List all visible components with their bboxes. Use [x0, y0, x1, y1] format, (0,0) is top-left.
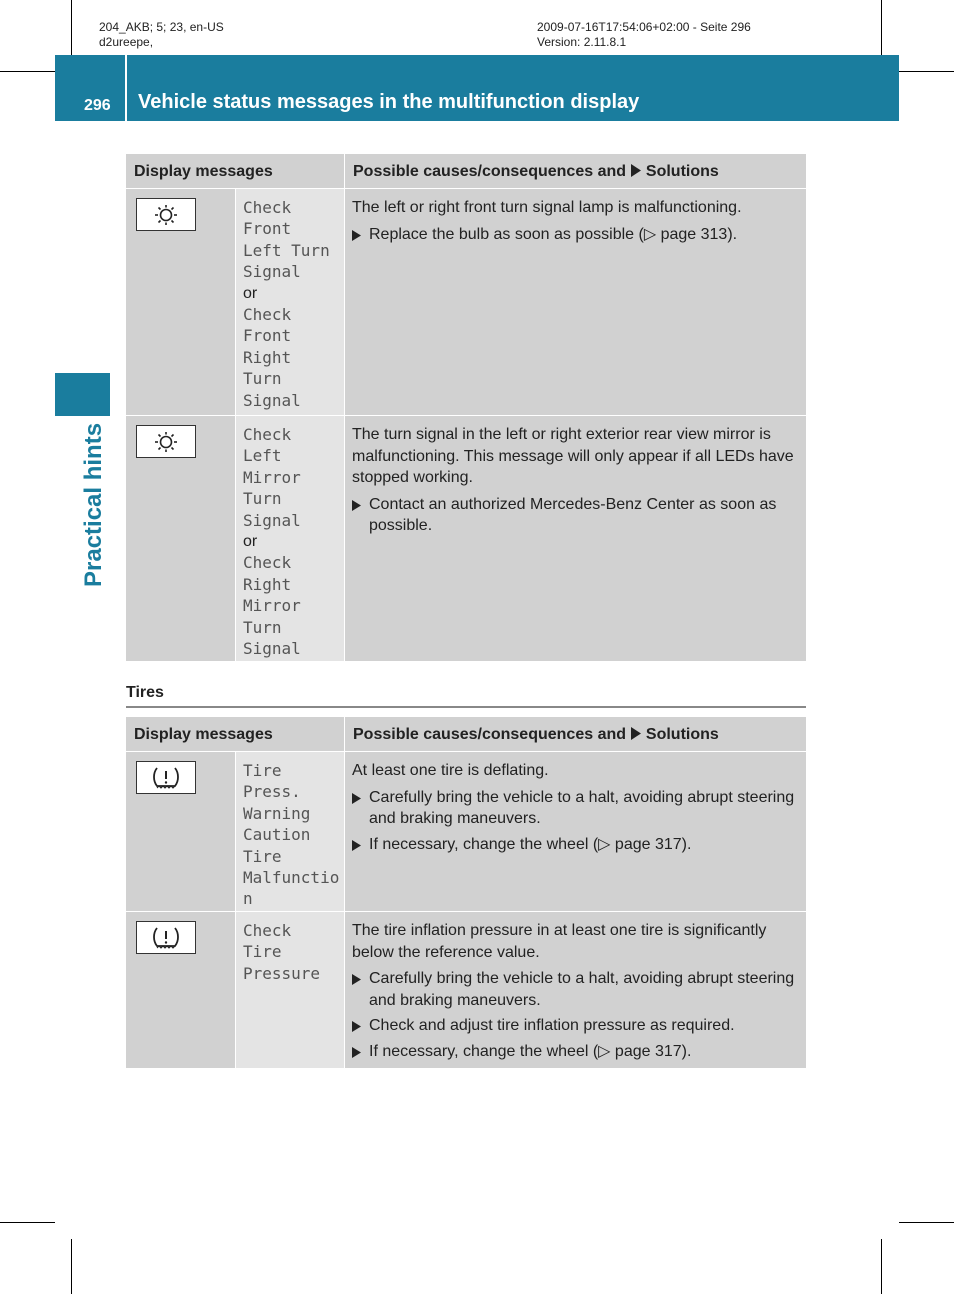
msg-line: Check	[243, 425, 292, 444]
msg-line: Caution	[243, 825, 311, 845]
messages-table-lights	[126, 154, 806, 662]
solution-cell	[345, 416, 806, 661]
solution-cell	[345, 189, 806, 415]
col-solutions-label: Solutions	[641, 163, 719, 180]
col-causes-label: Possible causes/consequences and	[353, 726, 631, 743]
solution-step	[352, 1015, 800, 1037]
section-rule	[126, 706, 806, 708]
col-causes-label: Possible causes/consequences and	[353, 163, 631, 180]
col-display-messages: Display messages	[126, 717, 345, 751]
meta-left-line2: d2ureepe,	[99, 35, 154, 49]
tire-pressure-warning-icon	[136, 921, 196, 954]
col-causes-solutions	[345, 717, 806, 751]
msg-line: Check	[243, 553, 292, 573]
solution-step	[352, 494, 800, 537]
crop-mark	[71, 1239, 72, 1294]
table-row	[126, 189, 806, 416]
crop-mark	[881, 1239, 882, 1294]
meta-right-line2: Version: 2.11.8.1	[537, 35, 627, 49]
print-meta-right	[537, 20, 751, 50]
msg-line: Tire	[243, 846, 282, 866]
msg-line: Front	[243, 326, 292, 346]
crop-mark	[0, 71, 55, 72]
icon-cell	[126, 189, 236, 415]
solution-step	[352, 968, 800, 1011]
msg-line: n	[243, 889, 253, 909]
solution-cell	[345, 752, 806, 911]
cause-text: At least one tire is deflating.	[352, 762, 549, 779]
cause-text: The turn signal in the left or right exterior rear view mirror is malfunctioning. This message will only appear if all LEDs have stopped working.	[352, 426, 794, 486]
messages-table-tires	[126, 717, 806, 1069]
msg-line: Right	[243, 574, 292, 594]
display-message-cell	[236, 752, 345, 911]
crop-mark	[899, 1222, 954, 1223]
arrow-right-icon	[352, 840, 361, 856]
section-title-tires: Tires	[126, 684, 164, 701]
arrow-right-icon	[352, 974, 361, 1011]
msg-line: Left Turn	[243, 240, 330, 260]
solution-text: Contact an authorized Mercedes-Benz Center as soon as possible.	[369, 495, 777, 534]
page-title: Vehicle status messages in the multifunction display	[138, 91, 640, 113]
crop-mark	[0, 1222, 55, 1223]
msg-line: Warning	[243, 803, 311, 823]
msg-line: Signal	[243, 390, 301, 410]
solution-text: If necessary, change the wheel (▷ page 317).	[369, 1042, 692, 1060]
display-message-cell	[236, 189, 345, 415]
side-tab-label: Practical hints	[80, 422, 107, 587]
msg-line: Pressure	[243, 963, 321, 983]
col-display-messages: Display messages	[126, 154, 345, 188]
col-causes-solutions	[345, 154, 806, 188]
solution-text: Carefully bring the vehicle to a halt, avoiding abrupt steering and braking maneuvers.	[369, 970, 795, 1009]
msg-line: Front	[243, 219, 292, 239]
arrow-right-icon	[352, 1021, 361, 1037]
crop-mark	[881, 0, 882, 55]
solution-cell	[345, 912, 806, 1068]
msg-line: Turn	[243, 369, 282, 389]
solution-text: Carefully bring the vehicle to a halt, avoiding abrupt steering and braking maneuvers.	[369, 788, 795, 827]
solution-text: If necessary, change the wheel (▷ page 317).	[369, 835, 692, 853]
table-row	[126, 752, 806, 912]
meta-right-line1: 2009-07-16T17:54:06+02:00 - Seite 296	[537, 20, 751, 34]
display-message-cell	[236, 912, 345, 1068]
msg-line: Press.	[243, 782, 301, 802]
icon-cell	[126, 416, 236, 661]
meta-left-line1: 204_AKB; 5; 23, en-US	[99, 20, 224, 34]
solution-step	[352, 224, 800, 246]
cause-text: The left or right front turn signal lamp is malfunctioning.	[352, 199, 742, 216]
msg-line: Signal	[243, 639, 301, 659]
msg-line: Check	[243, 198, 292, 217]
solution-text: Replace the bulb as soon as possible (▷ page 313).	[369, 225, 738, 243]
table-header	[126, 154, 806, 189]
icon-cell	[126, 912, 236, 1068]
col-solutions-label: Solutions	[641, 726, 719, 743]
msg-or: or	[243, 533, 258, 551]
solution-step	[352, 1041, 800, 1063]
crop-mark	[899, 71, 954, 72]
msg-line: Signal	[243, 510, 301, 530]
arrow-right-icon	[352, 793, 361, 830]
msg-line: Turn	[243, 489, 282, 509]
tire-pressure-warning-icon	[136, 761, 196, 794]
table-row	[126, 416, 806, 662]
arrow-right-icon	[352, 1047, 361, 1063]
bulb-icon	[136, 198, 196, 231]
msg-line: Tire	[243, 761, 282, 780]
msg-line: Mirror	[243, 467, 301, 487]
arrow-right-icon	[630, 164, 641, 177]
msg-line: Tire	[243, 942, 282, 962]
print-meta-left	[99, 20, 224, 50]
arrow-right-icon	[630, 727, 641, 740]
msg-line: Turn	[243, 617, 282, 637]
msg-or: or	[243, 284, 258, 302]
msg-line: Mirror	[243, 596, 301, 616]
crop-mark	[71, 0, 72, 55]
bulb-icon	[136, 425, 196, 458]
msg-line: Left	[243, 446, 282, 466]
table-row	[126, 912, 806, 1069]
table-header	[126, 717, 806, 752]
arrow-right-icon	[352, 230, 361, 246]
msg-line: Malfunctio	[243, 868, 340, 888]
arrow-right-icon	[352, 500, 361, 537]
msg-line: Check	[243, 305, 292, 325]
msg-line: Check	[243, 921, 292, 940]
msg-line: Right	[243, 347, 292, 367]
solution-step	[352, 787, 800, 830]
display-message-cell	[236, 416, 345, 661]
page-number: 296	[84, 97, 111, 114]
solution-text: Check and adjust tire inflation pressure as required.	[369, 1017, 735, 1034]
icon-cell	[126, 752, 236, 911]
solution-step	[352, 834, 800, 856]
header-separator	[125, 55, 127, 121]
msg-line: Signal	[243, 262, 301, 282]
cause-text: The tire inflation pressure in at least one tire is significantly below the reference value.	[352, 922, 767, 961]
